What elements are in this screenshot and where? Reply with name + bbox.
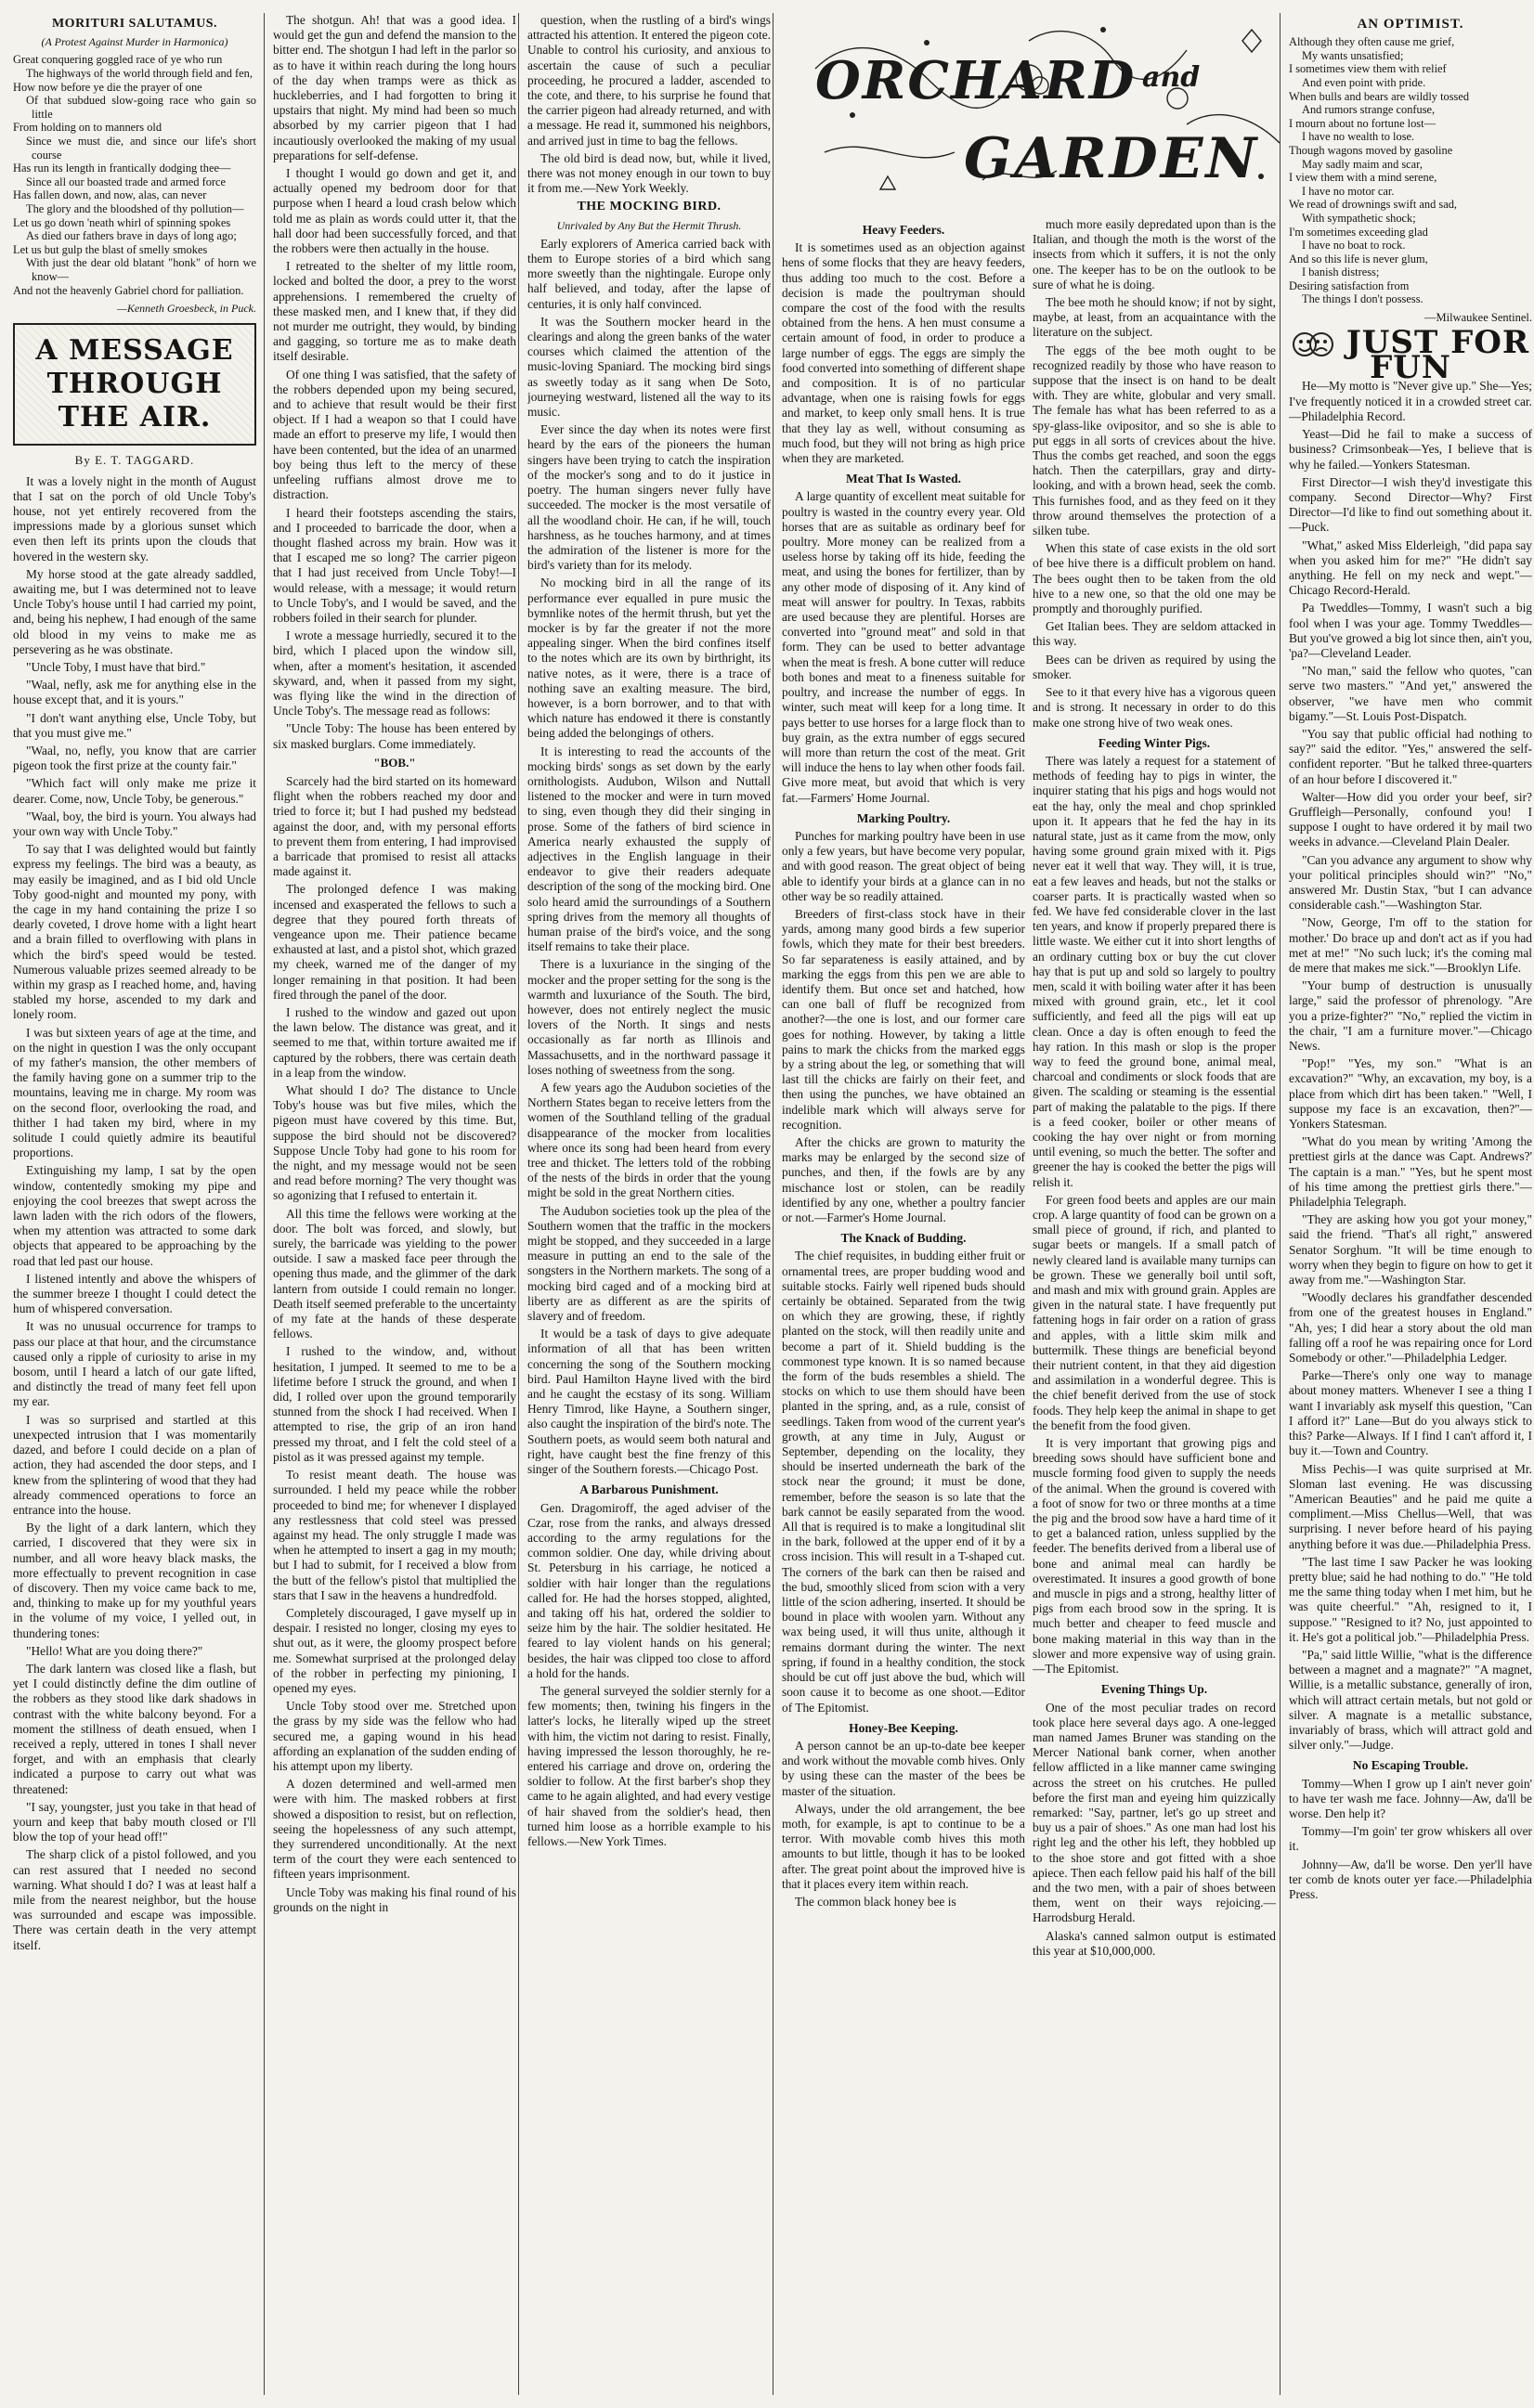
paragraph: The common black honey bee is: [795, 1894, 956, 1909]
paragraph: "I don't want anything else, Uncle Toby, but that you must give me.": [13, 710, 256, 740]
article-text: [1033, 217, 1276, 731]
poem-line: When bulls and bears are wildly tossed: [1289, 89, 1470, 103]
poem-line: Although they often cause me grief,: [1289, 35, 1455, 49]
paragraph: Extinguishing my lamp, I sat by the open window, contentedly smoking my pipe and enjoying the cool breezes that swept across the lawn laden with the rich odors of the flowers, when my attention was attracted to some dark objects that appeared to be approaching by the road that led past our house.: [13, 1163, 256, 1268]
poem-line: Though wagons moved by gasoline: [1289, 143, 1453, 157]
paragraph: The bee moth he should know; if not by sight, maybe, at least, from an acquaintance with the literature on the subject.: [1033, 295, 1276, 340]
column-3: [527, 13, 771, 2395]
poem-subtitle: (A Protest Against Murder in Harmonica): [41, 35, 228, 49]
paragraph: "What," asked Miss Elderleigh, "did papa say when you asked him for me?" "He didn't say anything. He fell on my neck and wept."—Chicago Record-Herald.: [1289, 537, 1532, 598]
poem-line: May sadly maim and scar,: [1302, 157, 1423, 171]
poem-line: Since we must die, and since our life's short course: [26, 134, 256, 162]
paragraph: "Waal, nefly, ask me for anything else in the house except that, and it is yours.": [13, 678, 256, 707]
paragraph: "Woodly declares his grandfather descended from one of the greatest houses in England." "Ah, yes; I did hear a story about the old man falling off a roof he was repairing once for Lord Somebody or other."—Philadelphia Ledger.: [1289, 1290, 1532, 1366]
poem-line: The glory and the bloodshed of thy pollution—: [26, 201, 244, 215]
paragraph: Walter—How did you order your beef, sir? Gruffleigh—Personally, confound you! I suppose I ought to have ordered it by mail two weeks in advance.—Cleveland Plain Dealer.: [1289, 789, 1532, 849]
article-text: [1033, 754, 1276, 1677]
story-author: By E. T. TAGGARD.: [74, 453, 195, 468]
paragraph: "Can you advance any argument to show why your political principles should win?" "No," answered Mr. Dustin Stax, "but I can advance considerable cash."—Washington Star.: [1289, 852, 1532, 913]
paragraph: "What do you mean by writing 'Among the prettiest girls at the dance was Capt. Andrews?' The captain is a man." "Yes, but he spent most of his time among the prettiest girls there."—Philadelphia Telegraph.: [1289, 1134, 1532, 1210]
paragraph: Miss Pechis—I was quite surprised at Mr. Sloman last evening. He was discussing "American Beauties" and he paid me quite a compliment.—Miss Chellus—Well, that was surprising. I never before heard of his paying anything before it was due.—Philadelphia Press.: [1289, 1461, 1532, 1551]
poem-author: —Kenneth Groesbeck, in Puck.: [117, 302, 256, 316]
paragraph: By the light of a dark lantern, which they carried, I discovered that they were six in number, and all wore heavy black masks, the more effectually to prevent recognition in case of discovery. Then my voice came back to me, and, thinking to make up for my youthful years in the volume of my voice, I yelled out, in thundering tones:: [13, 1521, 256, 1640]
article-title: Marking Poultry.: [856, 810, 951, 825]
poem: [13, 53, 256, 297]
paragraph: "Waal, boy, the bird is yourn. You always had your own way with Uncle Toby.": [13, 809, 256, 838]
paragraph: The sharp click of a pistol followed, and you can rest assured that I needed no second warning. What should I do? I was at least half a mile from the nearest neighbor, but the house was surrounded and escape was impossible. There was certain death in the very attempt itself.: [13, 1847, 256, 1952]
paragraph: "You say that public official had nothing to say?" said the editor. "Yes," answered the self-confident reporter. "But he talked three-quarters of an hour before I discovered it.": [1289, 726, 1532, 786]
paragraph: A large quantity of excellent meat suitable for poultry is wasted in the country every year. Old horses that are as suitable as ordinary beef for poultry. More money can be realized from a useless horse by taking off its hide, feeding the meat, and using the bones for fertilizer, than by any other mode of disposing of it. Any kind of meat will answer for poultry. In Texas, rabbits are used because they are plentiful. Horses are converted into "ground meat" and sold in that form. They can be used to better advantage when the meat is fresh. A bone cutter will reduce both bones and meat to a fineness suitable for poultry, and increase the number of eggs. In winter, such meat will keep for a long time. It pays better to use horses for a large flock than to buy grain, as the extra number of eggs secured will more than return the cost of the meat. Grit will induce the hens to lay when other foods fail. Give more meat, but avoid that which is very fat.—Farmers' Home Journal.: [782, 489, 1025, 805]
paragraph: much more easily depredated upon than is the Italian, and though the moth is the worst of the insects from which it suffers, it is not the only one. The keeper has to be on the outlook to be sure of what he is doing.: [1033, 217, 1276, 291]
paragraph: Of one thing I was satisfied, that the safety of the robbers depended upon my being secured, and to achieve that result would be their first object. If I had a weapon so that I could have made an effort to preserve my life, I would then have been contented, but the idea of an unarmed boy being thus left to the mercy of these unfeeling ruffians almost drove me to distraction.: [273, 367, 516, 502]
paragraph: I was so surprised and startled at this unexpected intrusion that I was momentarily dazed, and before I could decide on a plan of action, they had ascended the door steps, and I knew from the splintering of wood that they had already commenced operations to force an entrance into the house.: [13, 1412, 256, 1517]
paragraph: He—My motto is "Never give up." She—Yes; I've frequently noticed it in a crowded street car.—Philadelphia Record.: [1289, 379, 1532, 423]
paragraph: I rushed to the window and gazed out upon the lawn below. The distance was great, and it seemed to me that, within torture awaited me if captured by the robbers, there was certain death in a leap from the window.: [273, 1005, 516, 1080]
paragraph: "Uncle Toby, I must have that bird.": [26, 659, 206, 674]
paragraph: Johnny—Aw, da'll be worse. Den yer'll have ter comb de knots outer yer face.—Philadelphia Press.: [1289, 1857, 1532, 1901]
column-2: [273, 13, 516, 2395]
story-text: [273, 13, 516, 1915]
paragraph: It is very important that growing pigs and breeding sows should have sufficient bone and muscle forming food given to supply the needs of the animal. When the ground is covered with a foot of snow for two or three months at a time the pig and the brood sow have a hard time of it to get a balanced ration, unless supplied by the feeder. The benefits derived from a liberal use of bone and animal meal can hardly be overestimated. It insures a good growth of bone and muscle in pigs and a strong, healthy litter of pigs from each brood sow in the spring. It is much better and cheaper to feed muscle and bone making material in this way than in the slower and more expensive way of using grain.—The Epitomist.: [1033, 1436, 1276, 1677]
article-title: Meat That Is Wasted.: [845, 472, 961, 486]
poem-line: As died our fathers brave in days of long ago;: [26, 229, 237, 243]
paragraph: First Director—I wish they'd investigate this company. Second Director—Why? First Director—I'd like to find out something about it.—Puck.: [1289, 474, 1532, 535]
poem-line: The things I don't possess.: [1302, 292, 1424, 306]
poem-title: MORITURI SALUTAMUS.: [51, 17, 218, 31]
paragraph: "I say, youngster, just you take in that head of yourn and keep that baby mouth closed or I'll blow the top of your head off!": [13, 1799, 256, 1845]
poem-line: I sometimes view them with relief: [1289, 62, 1447, 76]
column-rule: [264, 13, 265, 2395]
paragraph: When this state of case exists in the old sort of bee hive there is a difficult problem on hand. The bees ought then to be taken from the old hive to a new one, so that the old one may be promptly and thoroughly purified.: [1033, 541, 1276, 616]
paragraph: To resist meant death. The house was surrounded. I held my peace while the robber proceeded to bind me; for whenever I displayed any restlessness that cold steel was pressed against my head. The only struggle I made was when he attempted to insert a gag in my mouth; but I had to submit, for I received a blow from the butt of the fellow's pistol that multiplied the stars that I saw in the heavens a hundredfold.: [273, 1468, 516, 1602]
paragraph: The Audubon societies took up the plea of the Southern women that the traffic in the mockers might be stopped, and they succeeded in a large measure in putting an end to the sale of the songsters in the Northern markets. The song of a mocking bird caged and of a mocking bird at liberty are as different as are the spirits of slavery and of freedom.: [527, 1203, 771, 1324]
paragraph: I heard their footsteps ascending the stairs, and I proceeded to barricade the door, when a thought flashed across my brain. How was it that I escaped me so long? The carrier pigeon that I had just received from Uncle Toby!—I would release, with a message; it would return to Uncle Toby's, and I would be saved, and the robbers foiled in their search for plunder.: [273, 505, 516, 625]
paragraph: The dark lantern was closed like a flash, but yet I could distinctly define the dim outline of the robbers as they stood like dark shadows in contrast with the white balcony beyond. For a moment the stillness of death ensued, when I received a reply, uttered in tones I shall never forget, and with an emphasis that clearly indicated a purpose to carry out what was threatened:: [13, 1661, 256, 1796]
paragraph: What should I do? The distance to Uncle Toby's house was but five miles, which the pigeon must have covered by this time. But, suppose the bird should not be discovered? Suppose Uncle Toby had gone to his room for the night, and my message would not be seen and read before morning? The very thought was so agonizing that I refused to entertain it.: [273, 1083, 516, 1203]
column-6: [1289, 13, 1532, 2395]
article-title: The Knack of Budding.: [840, 1231, 967, 1246]
article-title: THE MOCKING BIRD.: [577, 200, 722, 214]
paragraph: "No man," said the fellow who quotes, "can serve two masters." "And yet," answered the observer, "we have men who commit bigamy."—St. Louis Post-Dispatch.: [1289, 664, 1532, 723]
paragraph: Alaska's canned salmon output is estimated this year at $10,000,000.: [1033, 1928, 1276, 1958]
article-title: A Barbarous Punishment.: [579, 1482, 719, 1497]
paragraph: Tommy—I'm goin' ter grow whiskers all over it.: [1289, 1824, 1532, 1854]
poem-line: Let us but gulp the blast of smelly smokes: [13, 242, 208, 256]
article-title: Feeding Winter Pigs.: [1098, 735, 1211, 750]
paragraph: Breeders of first-class stock have in their yards, among many good birds a few superior fowls, which they mate for their best breeders. So far separateness is easily attained, and by marking the eggs from this pen we are able to identify them. But once set and hatched, how can one ball of fluff be recognized from another?—the one is lost, and our former care goes for nothing. However, by taking a little pains to mark the chicks from the marked eggs by a string about the leg, or something that will last till the chicks are fairly on their feet, and then using the punches, we have obtained an indelible mark which will always serve for recognition.: [782, 906, 1025, 1132]
article-text: [782, 1739, 1025, 1910]
paragraph: "They are asking how you got your money," said the friend. "That's all right," answered Senator Sorghum. "It will be time enough to worry when they begin to figure on how to get it away from me."—Washington Star.: [1289, 1212, 1532, 1288]
paragraph: Ever since the day when its notes were first heard by the ears of the pioneers the human singers have been trying to catch the inspiration of the mocker's song and to do it justice in poetry. The human singers never fully have succeeded. The mocker is the most versatile of all the woodland choir. He can, if he will, touch harshness, as he touches harmony, and at times the admiration of the listener is more for the bird's variety than for its melody.: [527, 422, 771, 573]
poem-line: My wants unsatisfied;: [1302, 48, 1404, 62]
article-title: Evening Things Up.: [1100, 1682, 1208, 1697]
poem-line: Desiring satisfaction from: [1289, 278, 1410, 292]
paragraph: I listened intently and above the whispers of the summer breeze I thought I could detect the hum of whispered conversation.: [13, 1271, 256, 1316]
jokes-text: [1289, 379, 1532, 1753]
poem-line: Let us go down 'neath whirl of spinning spokes: [13, 215, 231, 229]
paragraph: "Which fact will only make me prize it dearer. Come, now, Uncle Toby, be generous.": [13, 776, 256, 806]
poem-source: —Milwaukee Sentinel.: [1424, 311, 1532, 325]
poem-line: Has run its length in frantically dodging thee—: [13, 162, 231, 175]
paragraph: Pa Tweddles—Tommy, I wasn't such a big fool when I was your age. Tommy Tweddles—But you've growed a big lot since then, ain't you, 'pa?—Cleveland Leader.: [1289, 601, 1532, 660]
poem-line: I banish distress;: [1302, 265, 1380, 279]
article-text: [527, 1501, 771, 1850]
paragraph: The shotgun. Ah! that was a good idea. I would get the gun and defend the mansion to the bitter end. The shotgun I had left in the parlor so as to have it within reach during the long hours of the day when tramps were as thick as huckleberries, and I had forgotten to bring it upstairs that night. My mind had been so much absorbed by my carrier pigeon that I had incautiously overlooked the making of my usual preparations for self-defense.: [273, 13, 516, 162]
paragraph: Parke—There's only one way to manage about money matters. Whenever I see a thing I want I invariably ask myself this question, "Can I afford it?" Lane—But do you always stick to this? Parke—Always. If I find I can't afford it, I buy it.—Town and Country.: [1289, 1368, 1532, 1458]
just-for-fun-heading: [1289, 324, 1532, 387]
story-title: A MESSAGE THROUGH THE AIR.: [35, 334, 234, 434]
article-text: [782, 240, 1025, 466]
paragraph: See to it that every hive has a vigorous queen and is strong. It necessary in order to do this make one strong hive of two weak ones.: [1033, 685, 1276, 730]
paragraph: There was lately a request for a statement of methods of feeding hay to pigs in winter, the inquirer stating that his pigs and hogs would not eat the hay, only the meal and chop sprinkled upon it. It appears that he fed the hay in its natural state, just as it came from the mow, only having some ground grain mixed with it. Pigs never eat it well that way. They will, it is true, eat a few leaves and heads, but not the stalks or coarser parts. It is practically wasted when so fed. We have fed considerable clover in the last ten years, and know if properly prepared there is little waste. We either cut it into short lengths of an ordinary cutting box or buy the cut clover hay that is put up and sold so largely to poultry men, scald it with boiling water after it has been mixed with ground grain, etc., let it cool sufficiently, and feed all the pigs will eat up clean. Once a day is often enough to feed the hay ration. In this mash or slop is the proper way to feed the ground bone, animal meal, charcoal and condiments or slock foods that are given. The scalding or steaming is the essential part of making the palatable to the pigs. If there is a feed cooker, boiler or other means of cooking the hay over night or from morning until evening, so much the better. The softer and greener the hay is cooked the better the pigs will relish it.: [1033, 753, 1276, 1189]
column-rule: [518, 13, 519, 2395]
paragraph: My horse stood at the gate already saddled, awaiting me, but I was determined not to leave Uncle Toby's house until I had carried my point, and, being his nephew, I had enough of the same old blood in my veins to make me as persevering as he was obstinate.: [13, 566, 256, 656]
poem-line: I have no wealth to lose.: [1302, 130, 1415, 144]
poem-line: And rumors strange confuse,: [1302, 103, 1436, 117]
paragraph: After the chicks are grown to maturity the marks may be enlarged by the second size of punches, and then, if the fowls are by any mischance lost or stolen, can be readily identified by any one, whether a poultry fancier or not.—Farmer's Home Journal.: [782, 1134, 1025, 1224]
poem-line: With just the dear old blatant "honk" of horn we know—: [26, 256, 256, 283]
just-for-fun-title: JUST FOR FUN: [1346, 324, 1530, 387]
paragraph: Uncle Toby stood over me. Stretched upon the grass by my side was the fellow who had secured me, a gaping wound in his head affording an explanation of the sudden ending of his attempt upon my liberty.: [273, 1699, 516, 1773]
paragraph: It is sometimes used as an objection against hens of some flocks that they are heavy feeders, thus adding too much to the cost. Before a decision is made the poultryman should compare the cost of the food with the results obtained from the hens. A hen must consume a certain amount of food, in order to produce a large number of eggs. The eggs are simply the food converted into something of different shape and composition. It is of no particular advantage, when one is raising fowls for eggs and market, to keep only small hens. It is true that they lay as well, without consuming as much food, but they will not bring as high price when they are marketed.: [782, 240, 1025, 466]
poem-line: And so this life is never glum,: [1289, 252, 1428, 265]
article-title: No Escaping Trouble.: [1352, 1758, 1469, 1773]
paragraph: I wrote a message hurriedly, secured it to the bird, which I placed upon the window sill, when, after a moment's hesitation, it ascended skyward, and, when it passed from my sight, was flying like the wind in the direction of Uncle Toby's. The message read as follows:: [273, 628, 516, 719]
paragraph: It would be a task of days to give adequate information of all that has been written concerning the song of the Southern mocking bird. Paul Hamilton Hayne lived with the bird and he caught the ecstasy of its song. William Henry Timrod, like Hayne, a Southern singer, also caught the inspiration of the bird's note. The Southern poets, as would seem both natural and right, have caught best the fine frenzy of this singer of the Southern forests.—Chicago Post.: [527, 1327, 771, 1477]
article-text: [782, 1249, 1025, 1715]
paragraph: It was a lovely night in the month of August that I sat on the porch of old Uncle Toby's house, not yet entirely recovered from the impressions made by a glorious sunset which even then left its prints upon the clouds that hovered in the western sky.: [13, 473, 256, 563]
column-5: [1033, 217, 1276, 2395]
paragraph: For green food beets and apples are our main crop. A large quantity of food can be grown on a small piece of ground, if rich, and planted to sugar beets or mangels. If a small patch of newly cleared land is available many turnips can be grown. These we generally boil until soft, and mash and mix with ground grain. Apples are given in the natural state. I have frequently put fattening hogs in fair order on a ration of grass and apples, with a little skim milk and buttermilk. These things are beneficial beyond their nutrient content, in that they aid digestion and assimilation in a wonderful degree. This is the chief benefit derived from the use of stock foods. They help keep the animal in shape to get the benefit from the food given.: [1033, 1192, 1276, 1432]
paragraph: The general surveyed the soldier sternly for a few moments; then, twining his fingers in the latter's locks, he literally wiped up the street with him, the victim not daring to resist. Finally, having impressed the lesson thoroughly, he re-entered his carriage and drove on, ordering the soldier to follow. At the first barber's shop they came to he again alighted, and had every vestige of hair shaved from the soldier's head, then turned him loose as a horrible example to his fellows.—New York Times.: [527, 1683, 771, 1848]
article-subtitle: Unrivaled by Any But the Hermit Thrush.: [556, 218, 742, 232]
poem-line: From holding on to manners old: [13, 121, 162, 135]
paragraph: A dozen determined and well-armed men were with him. The masked robbers at first showed a disposition to resist, but on reflection, seeing the hopelessness of any such attempt, they surrendered unconditionally. At the next term of the court they were each sentenced to fifteen years imprisonment.: [273, 1777, 516, 1882]
masthead-word-1: ORCHARD: [815, 50, 1137, 111]
masthead-word-2: and: [1142, 61, 1201, 94]
article-title: Heavy Feeders.: [862, 223, 945, 237]
article-title: Honey-Bee Keeping.: [849, 1720, 958, 1735]
paragraph: There is a luxuriance in the singing of the mocker and the proper setting for the song is the warmth and luxuriance of the South. The bird, however, does not entirely neglect the music lovers of the North. It sings and nests occasionally as far north as Illinois and Massachusetts, and in the northward passage it loses nothing of sweetness from the song.: [527, 957, 771, 1077]
paragraph: Gen. Dragomiroff, the aged adviser of the Czar, rose from the ranks, and always dressed according to the army regulations for the common soldier. One day, while driving about St. Petersburg in his carriage, he noticed a soldier with hair longer than the regulations called for. He had the horses stopped, alighted, and taking off his hat, ordered the soldier to seize him by the hair. The soldier hesitated. He feared to lay violent hands on his general; besides, the hair was clipped too close to afford a hold for the hands.: [527, 1500, 771, 1680]
article-text: [782, 829, 1025, 1225]
paragraph: "Waal, no, nefly, you know that are carrier pigeon took the first prize at the county fair.": [13, 743, 256, 773]
poem-line: The highways of the world through field and fen,: [26, 67, 253, 80]
paragraph: The eggs of the bee moth ought to be recognized readily by those who have reason to suppose that the insect is on hand to be dealt with. They are white, globular and very small. The female has what has been referred to as a spy-glass-like ovipositor, and so she is able to put eggs in all sorts of crevices about the hive. Thus the combs get reached, and soon the eggs hatch. Then the caterpillars, gray and dirty-looking, and with a brown head, seek the comb. This furnishes food, and as they feed on it they throw around themselves the protection of a silken tube.: [1033, 343, 1276, 538]
poem-line: How now before ye die the prayer of one: [13, 80, 202, 94]
column-1: [13, 13, 256, 2395]
paragraph: I rushed to the window, and, without hesitation, I jumped. It seemed to me to be a lifetime before I struck the ground, and when I did, I rolled over upon the ground temporarily stunned from the shock I had received. When I attempted to rise, the grip of an iron hand pressed my throat, and I felt the cold steel of a pistol as it was pressed against my temple.: [273, 1344, 516, 1464]
paragraph: Punches for marking poultry have been in use only a few years, but have become very popular, and with good reason. The great object of being able to identify your birds at a glance can in no other way be so readily attained.: [782, 828, 1025, 903]
column-rule: [773, 13, 774, 2395]
paragraph: All this time the fellows were working at the door. The bolt was forced, and slowly, but surely, the barricade was yielding to the power outside. I saw a masked face peer through the opening thus made, and the glimmer of the dark lantern from outside I could remain no longer. Death itself seemed preferable to the uncertainty of my fate at the hands of these desperate fellows.: [273, 1206, 516, 1341]
poem-line: Since all our boasted trade and armed force: [26, 175, 227, 188]
story-text: [13, 474, 256, 1953]
paragraph: To say that I was delighted would but faintly express my feelings. The bird was a beauty, as may easily be imagined, and as I bid old Uncle Toby good-night and mounted my pony, with the cage in my hand containing the prize I so dearly coveted, I drove home with a light heart and a brain filled to overflowing with plans in which the bird's speed would be tested. Numerous valuable prizes seemed already to be within my grasp as I reached home, and, having stabled my horse, ascended to my dark and lonely room.: [13, 842, 256, 1022]
paragraph: The chief requisites, in budding either fruit or ornamental trees, are proper budding wood and suitable stocks. Fairly well ripened buds should certainly be obtained. Separated from the twig on which they are growing, these, if rightly planted on the stock, will then readily unite and become a part of it. Shield budding is the commonest type known. It is so named because the form of the buds resembles a shield. The stocks on which to use them should have been planted in the spring, and, as a rule, consist of seedlings. Taken from wood of the current year's growth, at any time in July, August or September, depending on the locality, they should be inserted underneath the bark of the stock near the ground; it must be done, remember, before the season is so late that the bark cannot be easily separated from the wood. All that is required is to make a longitudinal slit in the bark, followed at the upper end of it by a cross incision. This will result in a T-shaped cut. The corners of the bark can then be raised and the bud, smoothly sliced from scion with a very little of the scion adhering, inserted. It should be bound in place with woolen yarn. Without any wax being used, it will thus unite, although it remains dormant during the winter. The next spring, if found in a healthy condition, the stock should be cut off just above the bud, which will soon cause it to become as one shoot.—Editor of The Epitomist.: [782, 1249, 1025, 1715]
jokes-text: [1289, 1777, 1532, 1903]
paragraph: One of the most peculiar trades on record took place here several days ago. A one-legged man named James Bruner was standing on the Mercer National bank corner, when another fellow afflicted in a like manner came swinging across the street on his crutches. He pulled before the first man and eyeing him quizzically remarked: "Say, partner, let's go up street and buy us a pair of shoes." As one man had lost his right leg and the other his left, they hobbled up to the shoe store and got fitted with a shoe apiece. Then each fellow paid his half of the bill and the two men, with a pair of shoes between them, went on their ways rejoicing.—Harrodsburg Herald.: [1033, 1700, 1276, 1925]
paragraph: Tommy—When I grow up I ain't never goin' to have ter wash me face. Johnny—Aw, da'll be worse. Den help it?: [1289, 1776, 1532, 1820]
paragraph: "Pop!" "Yes, my son." "What is an excavation?" "Why, an excavation, my boy, is a place from which dirt has been taken." "Well, I suppose my face is an excavation, then?"—Yonkers Statesman.: [1289, 1056, 1532, 1132]
poem-title: AN OPTIMIST.: [1357, 17, 1464, 32]
paragraph: "Your bump of destruction is unusually large," said the professor of phrenology. "Are you a prize-fighter?" "No," replied the victim in the chair, "I am a furniture mover."—Chicago News.: [1289, 978, 1532, 1054]
paragraph: "The last time I saw Packer he was looking pretty blue; said he had nothing to do." "He told me the same thing today when I met him, but he was quite cheerful." "Ah, resigned to it, I suppose." "Resigned to it? No, just appointed to it. He's got a political job."—Philadelphia Press.: [1289, 1554, 1532, 1644]
article-text: [527, 237, 771, 1477]
poem: [1289, 35, 1532, 306]
paragraph: Bees can be driven as required by using the smoker.: [1033, 652, 1276, 681]
column-4: [782, 217, 1025, 2395]
story-text: [527, 13, 771, 196]
paragraph: "Hello! What are you doing there?": [26, 1643, 203, 1658]
poem-line: Has fallen down, and now, alas, can never: [13, 188, 207, 202]
poem-line: I view them with a mind serene,: [1289, 171, 1437, 185]
paragraph: Yeast—Did he fail to make a success of business? Crimsonbeak—Yes, I believe that is why he failed.—Yonkers Statesman.: [1289, 427, 1532, 472]
paragraph: Scarcely had the bird started on its homeward flight when the robbers reached my door and tried to force it; but I had pushed my bedstead against the door, and, with my personal efforts to prevent them from entering, I had improvised a barricade that promised to resist all attacks made against it.: [273, 773, 516, 879]
poem-line: Of that subdued slow-going race who gain so little: [26, 94, 256, 121]
paragraph: "Pa," said little Willie, "what is the difference between a magnet and a magnate?" "A magnet, Willie, is a metallic substance, generally of iron, which will attract certain metals, but not gold or silver. A magnate is a metallic substance, invariably of brass, which will attract gold and silver only."—Judge.: [1289, 1647, 1532, 1753]
poem-line: And not the heavenly Gabriel chord for palliation.: [13, 283, 244, 297]
paragraph: I was but sixteen years of age at the time, and on the night in question I was the only occupant of my father's mansion, the other members of the family having gone on a summer trip to the mountains, leaving me in charge. My room was on the second floor, overlooking the road, and thither I had taken my bird, where in my solitude I could quietly admire its beautiful proportions.: [13, 1025, 256, 1160]
paragraph: It was no unusual occurrence for tramps to pass our place at that hour, and the circumstance caused only a ripple of curiosity to arise in my bosom, until I heard a latch of our gate lifted, and distinctly the tread of many feet fell upon my ear.: [13, 1319, 256, 1409]
story-title-box: [13, 323, 256, 446]
paragraph: It is interesting to read the accounts of the mocking birds' songs as set down by the early ornithologists. Audubon, Wilson and Nuttall listened to the mocker and were in turn moved to sing, even though they did their singing in prose. Some of the fathers of bird science in America nearly exhausted the supply of adjectives in the English language in their endeavor to give their readers adequate description of the song of the mocking bird. One solo heard amid the surroundings of a Southern spring drives from the memory all thoughts of human praise of the bird's voice, and the song itself remains to take their place.: [527, 744, 771, 954]
paragraph: question, when the rustling of a bird's wings attracted his attention. It entered the pigeon cote. Unable to control his curiosity, and anxious to ascertain the cause of such a peculiar proceeding, he procured a ladder, ascended to the cote, and there, to his surprise he found that the carrier pigeon had already returned, and with a message. He read it, summoned his neighbors, and arrived just in time to bag the fellows.: [527, 13, 771, 148]
paragraph: No mocking bird in all the range of its performance ever equalled in pure music the bymnlike notes of the hermit thrush, but yet the mocker is by far the greater if not the more appealing singer. When the bird confines itself to the notes which are its own by birthright, its native notes, as it were, there is a trace of nothing save an exalting measure. The bird, however, is a born borrower, and to that with which nature has endowed it there is constantly being added the belongings of others.: [527, 576, 771, 741]
paragraph: A person cannot be an up-to-date bee keeper and work without the movable comb hives. Only by using these can the master of the bees be master of the situation.: [782, 1738, 1025, 1798]
jester-mask-icon: [1292, 329, 1334, 360]
paragraph: Uncle Toby was making his final round of his grounds on the night in: [273, 1884, 516, 1914]
poem-line: I have no motor car.: [1302, 184, 1395, 198]
orchard-and-garden-masthead: [797, 13, 1298, 208]
paragraph: The old bird is dead now, but, while it lived, there was not money enough in our town to buy it from me.—New York Weekly.: [527, 150, 771, 196]
paragraph: I thought I would go down and get it, and actually opened my bedroom door for that purpose when I heard a loud crash below which told me as plain as words could utter it, that the hall door had been successfully forced, and that the robbers were then actually in the house.: [273, 166, 516, 256]
paragraph: Get Italian bees. They are seldom attacked in this way.: [1033, 619, 1276, 649]
poem-line: I mourn about no fortune lost—: [1289, 116, 1436, 130]
paragraph: "Uncle Toby: The house has been entered by six masked burglars. Come immediately.: [273, 721, 516, 751]
paragraph: A few years ago the Audubon societies of the Northern States began to receive letters from the women of the Southland telling of the gradual disappearance of the mocker from localities where once its song had been heard from every tree and thicket. The letters told of the robbing of the nests of the birds in order that the young might be sold in the great Northern cities.: [527, 1081, 771, 1200]
paragraph: I retreated to the shelter of my little room, locked and bolted the door, a prey to the worst apprehensions. I remembered the cruelty of these masked men, and I knew that, if they did not murder me outright, they would, by binding and gagging, so torture me as to make death itself desirable.: [273, 259, 516, 364]
paragraph: "Now, George, I'm off to the station for mother.' Do brace up and don't act as if you had met at me!" "No such luck; it's the coming mal de mere that makes me sick."—Brooklyn Life.: [1289, 915, 1532, 975]
poem-line: With sympathetic shock;: [1302, 211, 1416, 225]
paragraph: Always, under the old arrangement, the bee moth, for example, is apt to continue to be a terror. With movable comb hives this moth amounts to but little, though it has to be looked after. The great point about the improved hive is that it places every item within reach.: [782, 1801, 1025, 1891]
poem-line: We read of drownings swift and sad,: [1289, 198, 1458, 212]
paragraph: It was the Southern mocker heard in the clearings and along the green banks of the water courses which claimed the attention of the music-loving Spaniard. The mocking bird sings as sweetly today as it sang when De Soto, journeying westward, listened all the way to its music.: [527, 314, 771, 420]
poem-line: I have no boat to rock.: [1302, 239, 1406, 252]
article-text: [782, 489, 1025, 805]
message-signature: "BOB.": [373, 755, 416, 770]
paragraph: Early explorers of America carried back with them to Europe stories of a bird which sang more sweetly than the nightingale. Europe only half believed, and today, after the lapse of centuries, it is only half convinced.: [527, 236, 771, 311]
poem-line: Great conquering goggled race of ye who run: [13, 53, 223, 67]
poem-line: I'm sometimes exceeding glad: [1289, 225, 1428, 239]
paragraph: Completely discouraged, I gave myself up in despair. I resisted no longer, closing my eyes to shut out, as it were, the gloomy prospect before me. Somewhat surprised at the prolonged delay of the robber in perfecting my pinioning, I opened my eyes.: [273, 1605, 516, 1695]
article-text: [1033, 1701, 1276, 1959]
masthead-word-3: GARDEN: [964, 126, 1260, 191]
poem-line: And even point with pride.: [1302, 75, 1426, 89]
paragraph: The prolonged defence I was making incensed and exasperated the fellows to such a degree that they poured forth threats of vengeance upon me. Their patience became exhausted at last, and a pistol shot, which grazed my cheek, warned me of the danger of my longer remaining in that position. It had been fired through the panel of the door.: [273, 882, 516, 1002]
